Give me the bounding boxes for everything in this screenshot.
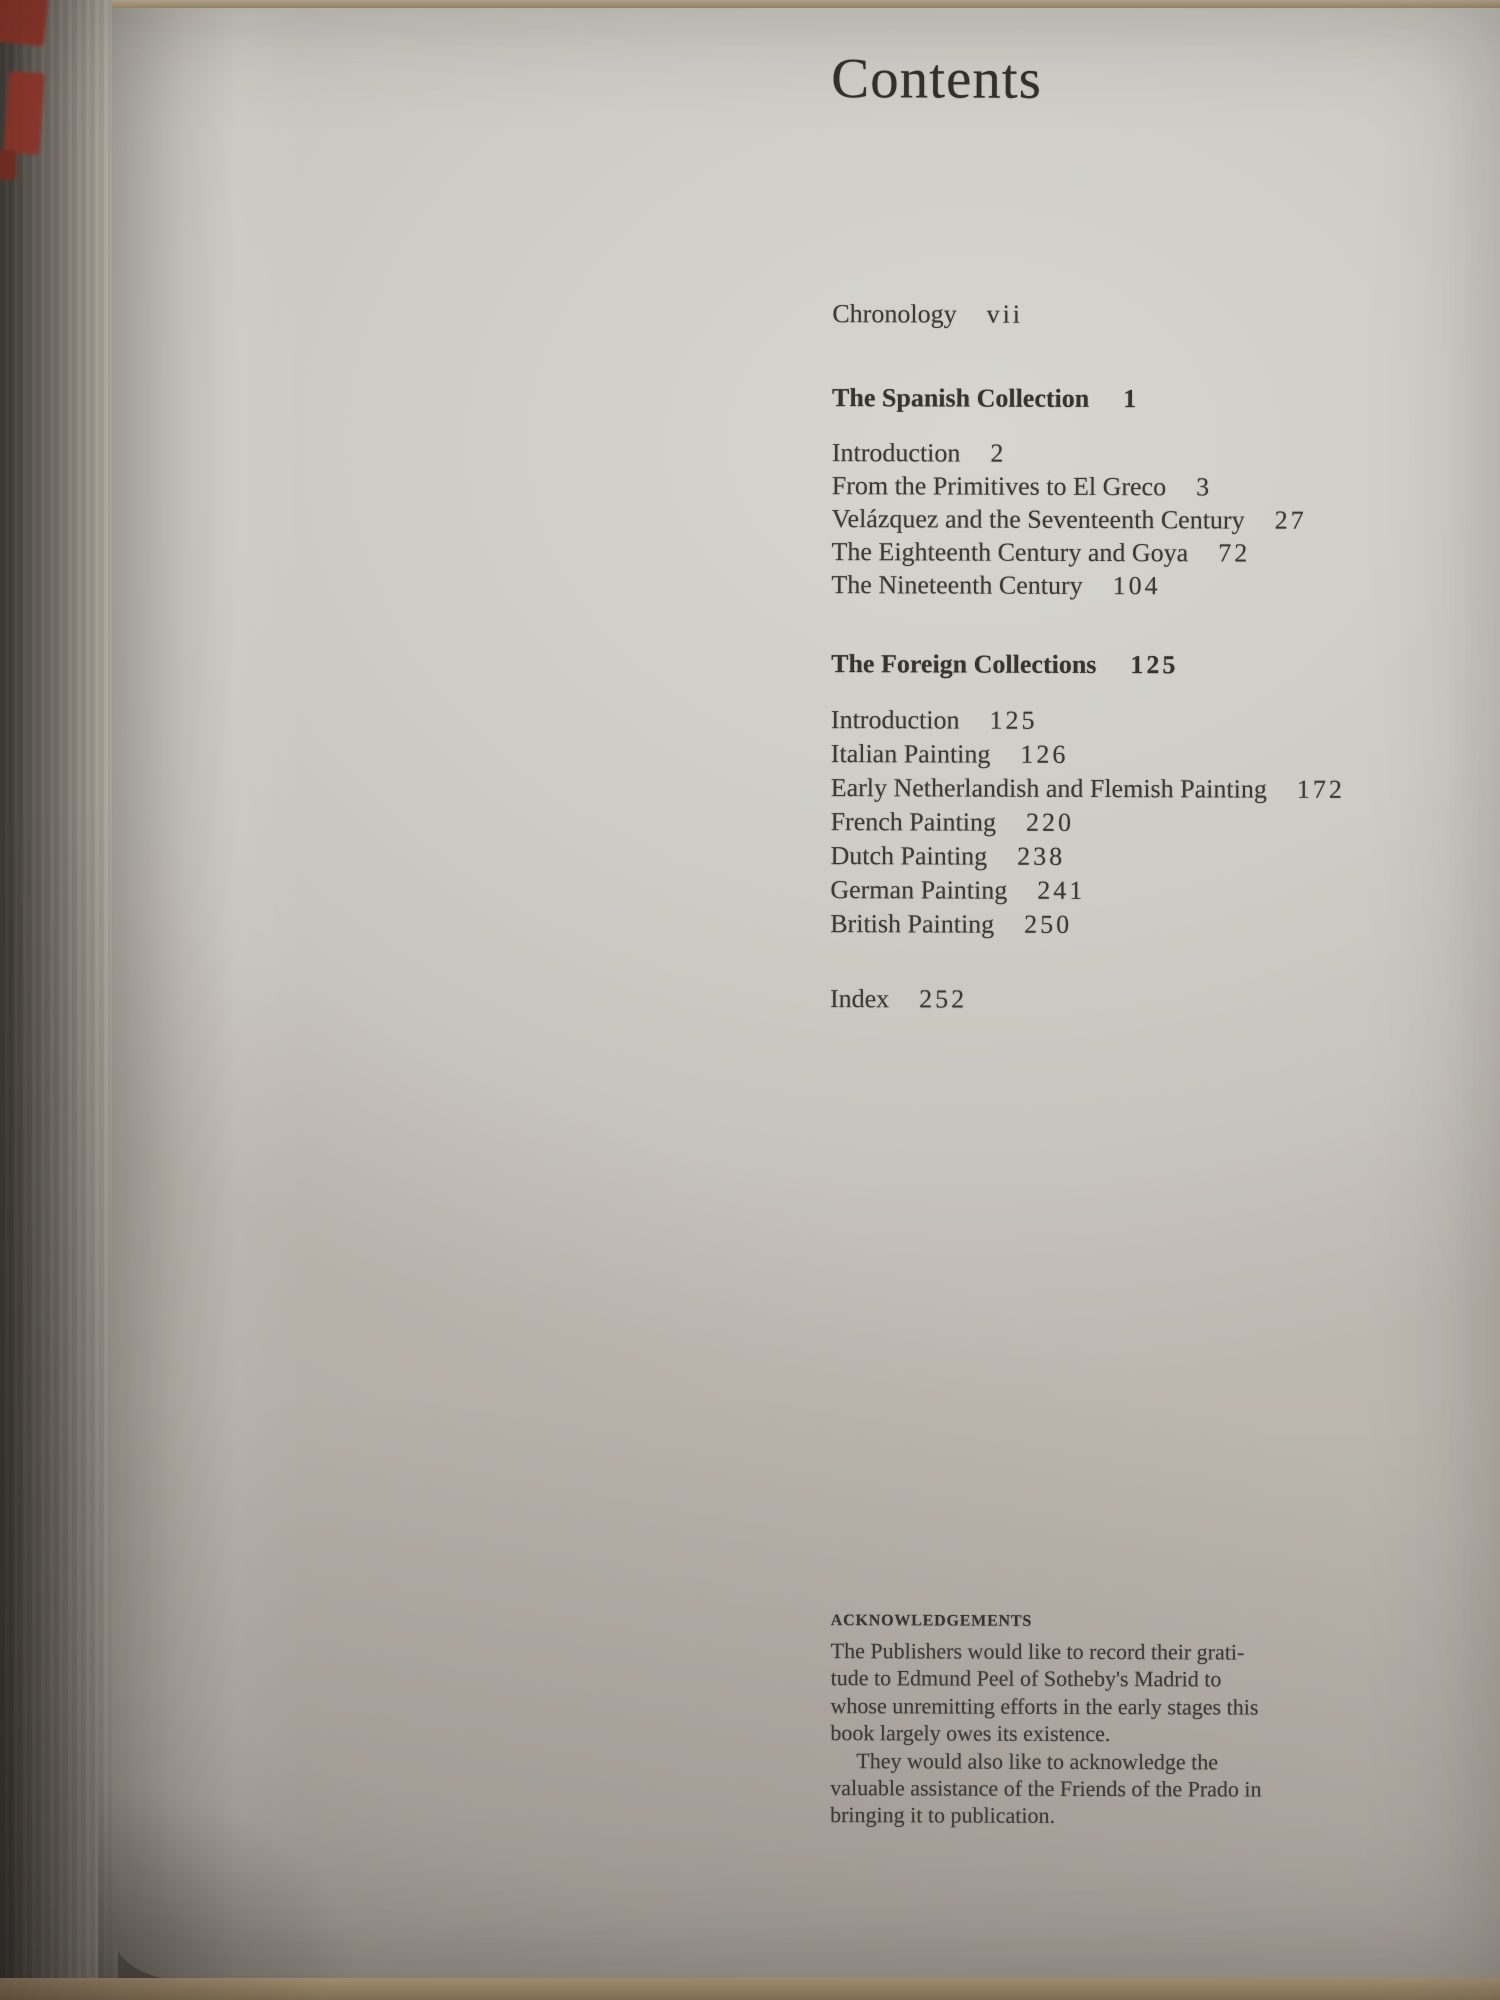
toc-entry [831, 805, 1345, 841]
entry-label: The Spanish Collection [832, 383, 1090, 413]
toc-entry-chronology [832, 299, 1023, 330]
section-heading-spanish-collection [832, 383, 1139, 414]
entry-page-number: 2 [990, 438, 1007, 468]
page-content [109, 6, 1500, 1983]
entry-label: From the Primitives to El Greco [831, 471, 1167, 502]
entry-page-number: 252 [919, 984, 968, 1014]
book-page-edges-left [0, 0, 118, 2000]
entry-label: Index [829, 984, 890, 1014]
toc-section-foreign-entries [830, 703, 1345, 943]
toc-section-spanish-entries [831, 436, 1307, 603]
acknowledgements-text-line: They would also like to acknowledge the [856, 1747, 1219, 1775]
entry-label: Introduction [830, 705, 960, 735]
entry-label: The Eighteenth Century and Goya [831, 537, 1189, 568]
entry-label: Introduction [831, 438, 961, 468]
acknowledgements-heading: ACKNOWLEDGEMENTS [830, 1612, 1033, 1630]
entry-page-number: 27 [1274, 505, 1307, 535]
acknowledgements-text-line: book largely owes its existence. [830, 1720, 1111, 1747]
entry-page-number: 126 [1020, 739, 1069, 769]
red-label-mark [0, 0, 49, 47]
toc-entry [832, 436, 1307, 471]
contents-page [112, 8, 1500, 1980]
toc-entry [831, 737, 1345, 773]
acknowledgements-text-line: The Publishers would like to record their grati- [830, 1638, 1245, 1665]
entry-label: Chronology [832, 299, 957, 329]
entry-label: The Nineteenth Century [831, 570, 1083, 600]
entry-label: Early Netherlandish and Flemish Painting [830, 773, 1267, 804]
toc-entry [831, 535, 1306, 570]
page-title: Contents [831, 47, 1042, 111]
toc-entry [831, 568, 1306, 603]
entry-page-number: 72 [1218, 538, 1251, 568]
entry-label: Velázquez and the Seventeenth Century [831, 504, 1245, 535]
entry-page-number: 3 [1196, 472, 1213, 502]
toc-entry [831, 703, 1345, 739]
red-label-mark [3, 71, 45, 155]
toc-entry [830, 907, 1344, 943]
entry-label: The Foreign Collections [831, 649, 1097, 680]
entry-page-number: 241 [1037, 875, 1086, 905]
toc-entry-index [830, 984, 967, 1014]
entry-label: Dutch Painting [830, 841, 988, 871]
toc-entry [830, 873, 1344, 909]
acknowledgements-text-line: tude to Edmund Peel of Sotheby's Madrid to [830, 1665, 1222, 1692]
entry-label: British Painting [830, 909, 995, 939]
entry-page-number: 220 [1025, 807, 1075, 837]
acknowledgements-text-line: whose unremitting efforts in the early stages this [830, 1692, 1259, 1720]
entry-page-number: 250 [1024, 909, 1073, 939]
entry-page-number: 125 [989, 705, 1038, 735]
toc-entry [832, 502, 1307, 537]
entry-label: German Painting [830, 875, 1008, 905]
entry-page-number: 125 [1130, 650, 1179, 680]
entry-page-number: 104 [1112, 571, 1161, 601]
red-label-mark [0, 150, 16, 180]
acknowledgements-block [830, 1612, 1262, 1830]
toc-entry [831, 771, 1345, 807]
entry-page-number: 1 [1123, 384, 1140, 414]
toc-entry [830, 839, 1344, 875]
acknowledgements-text-line: bringing it to publication. [830, 1802, 1056, 1829]
entry-label: French Painting [830, 807, 997, 837]
entry-page-number: 238 [1017, 841, 1066, 871]
section-heading-foreign-collections [831, 649, 1178, 680]
entry-page-number: vii [986, 299, 1024, 329]
entry-label: Italian Painting [830, 739, 991, 769]
acknowledgements-text-line: valuable assistance of the Friends of the Prado in [830, 1775, 1262, 1802]
table-surface [0, 1978, 1500, 2000]
entry-page-number: 172 [1296, 774, 1345, 804]
toc-entry [832, 469, 1307, 504]
